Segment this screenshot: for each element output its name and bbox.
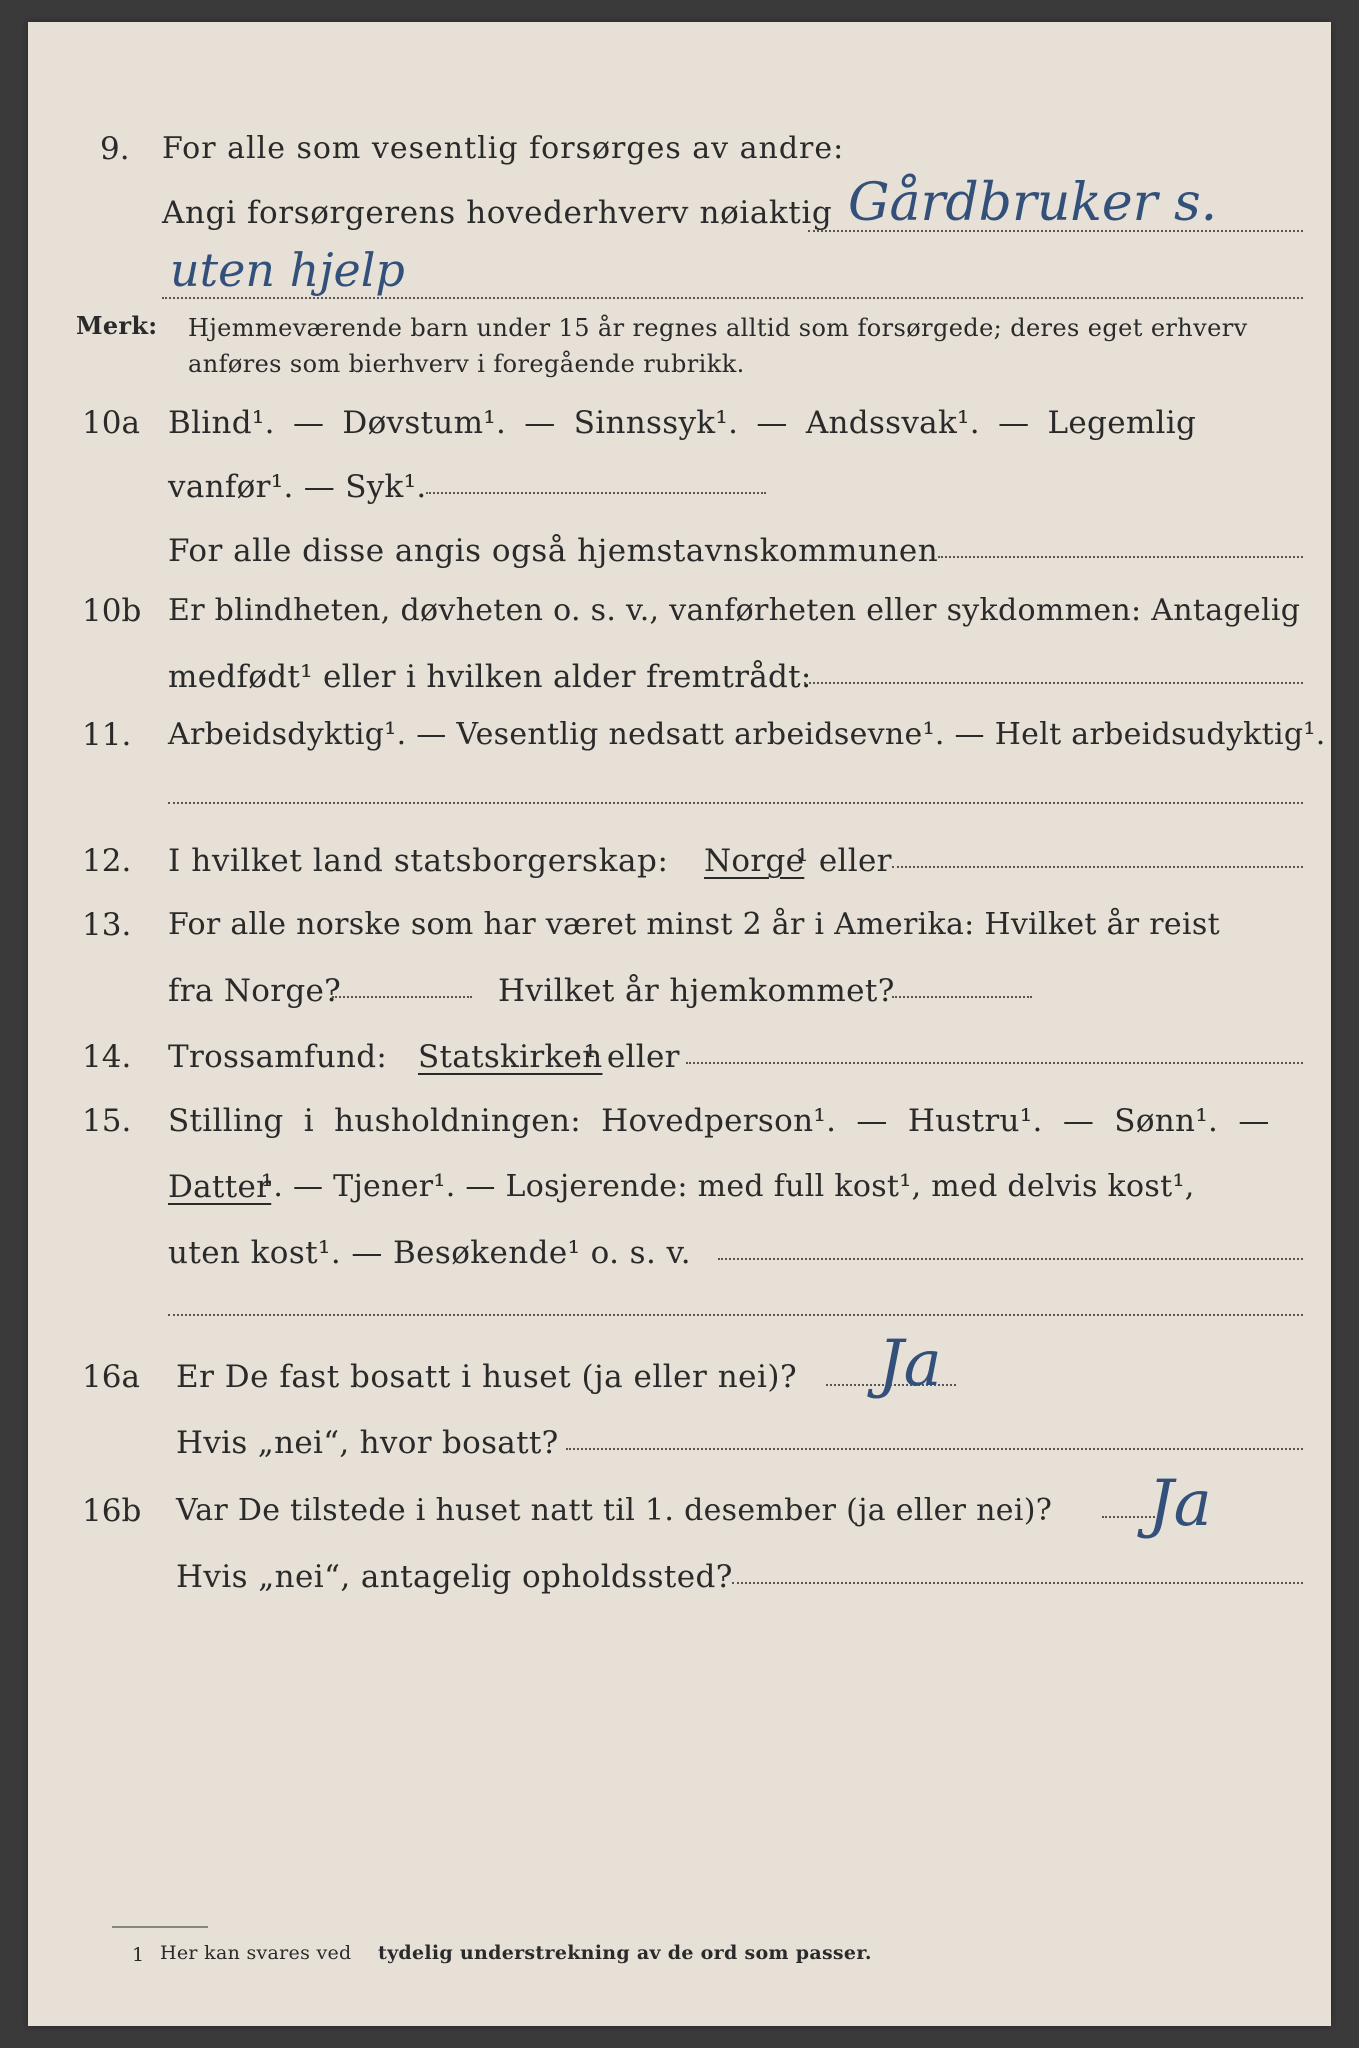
merk-line-2: anføres som bierhverv i foregående rubrikk. <box>188 350 745 378</box>
q12-option-norge: Norge <box>704 843 805 879</box>
q14-suffix: ¹ eller <box>584 1039 680 1075</box>
q9-prompt: Angi forsørgerens hovederhverv nøiaktig <box>162 195 833 231</box>
q16a-line-2: Hvis „nei“, hvor bosatt? <box>176 1425 559 1461</box>
merk-label: Merk: <box>76 311 158 340</box>
q13-hjemkommet-line <box>892 996 1032 998</box>
q15-answer-line <box>718 1258 1303 1260</box>
q13-line-2a: fra Norge? <box>168 973 342 1009</box>
q12-answer-line <box>892 866 1303 868</box>
q16a-bosatt-line <box>566 1448 1303 1450</box>
q16a-handwritten-answer: Ja <box>878 1327 942 1401</box>
q11-number: 11. <box>82 717 132 753</box>
q13-line-2b: Hvilket år hjemkommet? <box>498 973 895 1009</box>
q14-answer-line <box>686 1062 1303 1064</box>
q12-prefix: I hvilket land statsborgerskap: <box>168 843 669 879</box>
q10a-line-2: vanfør¹. — Syk¹. <box>168 469 427 505</box>
q9-answer-line-2 <box>162 297 1303 299</box>
q13-number: 13. <box>82 907 132 943</box>
q16a-line-1: Er De fast bosatt i huset (ja eller nei)? <box>176 1359 798 1395</box>
q13-line-1: For alle norske som har været minst 2 år i Amerika: Hvilket år reist <box>168 907 1220 942</box>
q9-handwritten-answer-1: Gårdbruker s. <box>848 173 1218 233</box>
q16a-number: 16a <box>82 1359 140 1395</box>
q12-suffix: ¹ eller <box>796 843 892 879</box>
q16b-line-1: Var De tilstede i huset natt til 1. desember (ja eller nei)? <box>176 1493 1053 1528</box>
q15-answer-line-2 <box>168 1314 1303 1316</box>
q15-line-2: ¹. — Tjener¹. — Losjerende: med full kost¹, med delvis kost¹, <box>261 1169 1195 1204</box>
footnote-rule <box>112 1926 208 1928</box>
q10a-number: 10a <box>82 405 140 441</box>
q9-handwritten-answer-2: uten hjelp <box>170 243 405 297</box>
q10b-number: 10b <box>82 593 142 629</box>
q11-line-1: Arbeidsdyktig¹. — Vesentlig nedsatt arbeidsevne¹. — Helt arbeidsudyktig¹. <box>168 717 1326 752</box>
merk-line-1: Hjemmeværende barn under 15 år regnes alltid som forsørgede; deres eget erhverv <box>188 314 1248 342</box>
q10a-kommune-line <box>938 556 1303 558</box>
form-page <box>28 22 1331 2026</box>
q10b-line-1: Er blindheten, døvheten o. s. v., vanførheten eller sykdommen: Antagelig <box>168 593 1301 628</box>
q15-number: 15. <box>82 1103 132 1139</box>
q14-option-statskirken: Statskirken <box>418 1039 603 1075</box>
q15-option-datter: Datter <box>168 1169 272 1205</box>
q15-line-1: Stilling i husholdningen: Hovedperson¹. — Hustru¹. — Sønn¹. — <box>168 1103 1270 1139</box>
q16b-number: 16b <box>82 1493 142 1529</box>
q16b-handwritten-answer: Ja <box>1148 1467 1212 1541</box>
q10b-line-2: medfødt¹ eller i hvilken alder fremtrådt: <box>168 659 812 695</box>
q16b-line-2: Hvis „nei“, antagelig opholdssted? <box>176 1559 733 1595</box>
q15-line-3: uten kost¹. — Besøkende¹ o. s. v. <box>168 1235 691 1271</box>
q11-answer-line <box>168 802 1303 804</box>
q16b-opholdssted-line <box>732 1582 1303 1584</box>
footnote-text-a: Her kan svares ved <box>160 1942 352 1964</box>
q14-number: 14. <box>82 1039 132 1075</box>
footnote-text-b: tydelig understrekning av de ord som passer. <box>378 1942 872 1964</box>
q14-prefix: Trossamfund: <box>168 1039 388 1075</box>
q12-number: 12. <box>82 843 132 879</box>
q9-heading: For alle som vesentlig forsørges av andre: <box>162 131 845 166</box>
q10b-answer-line <box>804 682 1303 684</box>
footnote-marker: 1 <box>132 1944 145 1966</box>
q13-reist-line <box>332 996 472 998</box>
q10a-line-3: For alle disse angis også hjemstavnskommunen <box>168 533 939 569</box>
q10a-line-1: Blind¹. — Døvstum¹. — Sinnssyk¹. — Andssvak¹. — Legemlig <box>168 405 1197 441</box>
q10a-syk-line <box>426 492 766 494</box>
q9-number: 9. <box>100 131 130 167</box>
